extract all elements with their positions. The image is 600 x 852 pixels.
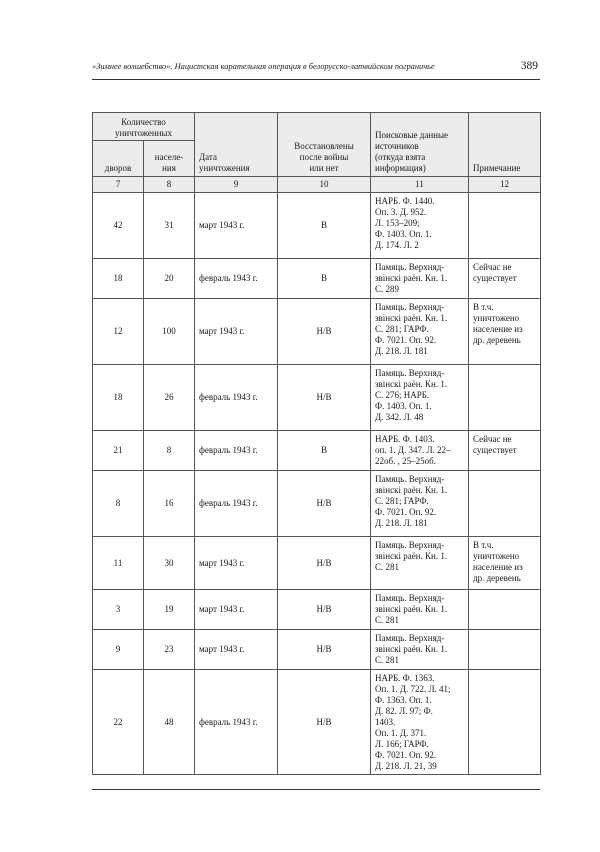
note-cell-line: В т.ч. (473, 302, 494, 312)
sources-cell (371, 670, 469, 775)
sources-cell-line: Памяць. Верхняд- (375, 540, 445, 550)
note-cell (469, 670, 541, 775)
header-text: Дата (199, 152, 217, 162)
households-cell: 22 (93, 670, 144, 775)
note-cell (469, 193, 541, 259)
population-cell: 48 (144, 670, 195, 775)
header-households: дворов (93, 141, 144, 177)
table-row (93, 670, 541, 775)
sources-cell-line: Памяць. Верхняд- (375, 302, 445, 312)
date-cell: февраль 1943 г. (195, 259, 278, 299)
restored-cell: В (278, 193, 371, 259)
table-bottom-rule (92, 789, 540, 790)
population-cell: 8 (144, 431, 195, 471)
sources-cell-line: 1403. (375, 717, 396, 727)
sources-cell (371, 259, 469, 299)
sources-cell-line: звінскі раён. Кн. 1. (375, 313, 448, 323)
column-number: 11 (371, 177, 469, 193)
sources-cell-line: звінскі раён. Кн. 1. (375, 644, 448, 654)
note-cell-line: существует (473, 445, 517, 455)
page-number: 389 (520, 60, 538, 72)
destroyed-settlements-table (92, 112, 541, 775)
sources-cell-line: Д. 218. Л. 21, 39 (375, 761, 437, 771)
note-cell (469, 299, 541, 365)
date-cell: март 1943 г. (195, 193, 278, 259)
sources-cell-line: оп. 1. Д. 347. Л. 22– (375, 445, 451, 455)
header-text: после войны (299, 152, 349, 162)
households-cell: 18 (93, 365, 144, 431)
sources-cell-line: Ф. 1403. Оп. 1. (375, 401, 432, 411)
households-cell: 11 (93, 537, 144, 590)
sources-cell-line: С. 289 (375, 284, 400, 294)
sources-cell-line: Ф. 7021. Оп. 92. (375, 750, 437, 760)
sources-cell-line: Д. 82. Л. 97; Ф. (375, 706, 433, 716)
header-restored (278, 113, 371, 177)
note-cell (469, 590, 541, 630)
sources-cell-line: Памяць. Верхняд- (375, 633, 445, 643)
header-text: Поисковые данные (375, 130, 449, 140)
households-cell: 8 (93, 471, 144, 537)
sources-cell (371, 630, 469, 670)
running-title: «Зимнее волшебство». Нацистская карательная операция в белорусско-латвийском пограничье (92, 62, 435, 71)
restored-cell: Н/В (278, 670, 371, 775)
sources-cell-line: звінскі раён. Кн. 1. (375, 551, 448, 561)
table-row (93, 630, 541, 670)
sources-cell-line: С. 281; ГАРФ. (375, 496, 429, 506)
sources-cell-line: Д. 218. Л. 181 (375, 346, 428, 356)
households-cell: 21 (93, 431, 144, 471)
sources-cell-line: Д. 218. Л. 181 (375, 518, 428, 528)
sources-cell-line: Ф. 1403. Оп. 1. (375, 229, 432, 239)
population-cell: 26 (144, 365, 195, 431)
households-cell: 12 (93, 299, 144, 365)
population-cell: 19 (144, 590, 195, 630)
restored-cell: Н/В (278, 471, 371, 537)
note-cell-line: уничтожено (473, 551, 520, 561)
table-row (93, 537, 541, 590)
header-text: источников (375, 141, 419, 151)
date-cell: февраль 1943 г. (195, 670, 278, 775)
restored-cell: Н/В (278, 299, 371, 365)
sources-cell-line: НАРБ. Ф. 1403. (375, 434, 435, 444)
column-number: 10 (278, 177, 371, 193)
table-row (93, 590, 541, 630)
note-cell-line: население из (473, 324, 523, 334)
note-cell-line: Сейчас не (473, 434, 512, 444)
note-cell (469, 630, 541, 670)
population-cell: 100 (144, 299, 195, 365)
population-cell: 23 (144, 630, 195, 670)
date-cell: март 1943 г. (195, 630, 278, 670)
sources-cell-line: Памяць. Верхняд- (375, 368, 445, 378)
date-cell: март 1943 г. (195, 590, 278, 630)
header-text: Восстановлены (294, 141, 354, 151)
sources-cell-line: Ф. 1363. Оп. 1. (375, 695, 432, 705)
sources-cell (371, 193, 469, 259)
restored-cell: Н/В (278, 537, 371, 590)
sources-cell-line: С. 281 (375, 655, 400, 665)
sources-cell-line: Л. 153–209; (375, 218, 420, 228)
population-cell: 20 (144, 259, 195, 299)
header-text: (откуда взята (375, 152, 426, 162)
note-cell-line: В т.ч. (473, 540, 494, 550)
population-cell: 31 (144, 193, 195, 259)
note-cell-line: существует (473, 273, 517, 283)
header-note: Примечание (469, 113, 541, 177)
note-cell-line: Сейчас не (473, 262, 512, 272)
sources-cell-line: Памяць. Верхняд- (375, 593, 445, 603)
date-cell: февраль 1943 г. (195, 471, 278, 537)
note-cell (469, 471, 541, 537)
sources-cell-line: С. 281; ГАРФ. (375, 324, 429, 334)
restored-cell: Н/В (278, 630, 371, 670)
table-row (93, 299, 541, 365)
date-cell: февраль 1943 г. (195, 431, 278, 471)
population-cell: 30 (144, 537, 195, 590)
note-cell-line: население из (473, 562, 523, 572)
sources-cell-line: Ф. 7021. Оп. 92. (375, 507, 437, 517)
population-cell: 16 (144, 471, 195, 537)
sources-cell-line: звінскі раён. Кн. 1. (375, 604, 448, 614)
note-cell-line: уничтожено (473, 313, 520, 323)
header-text: населе- (154, 152, 184, 162)
sources-cell-line: Д. 342. Л. 48 (375, 412, 424, 422)
column-number: 12 (469, 177, 541, 193)
restored-cell: В (278, 431, 371, 471)
header-text: или нет (309, 163, 339, 173)
restored-cell: Н/В (278, 365, 371, 431)
header-text: Количество (121, 117, 166, 127)
header-destroyed-count (93, 113, 195, 141)
restored-cell: Н/В (278, 590, 371, 630)
table-row (93, 193, 541, 259)
table-row (93, 471, 541, 537)
sources-cell-line: Ф. 7021. Оп. 92. (375, 335, 437, 345)
date-cell: март 1943 г. (195, 299, 278, 365)
sources-cell-line: Оп. 3. Д. 952. (375, 207, 427, 217)
sources-cell-line: НАРБ. Ф. 1363. (375, 673, 435, 683)
table-row (93, 259, 541, 299)
table-row (93, 431, 541, 471)
header-row-top (93, 113, 541, 141)
header-text: уничтожения (199, 163, 250, 173)
note-cell (469, 365, 541, 431)
sources-cell-line: С. 281 (375, 562, 400, 572)
sources-cell (371, 299, 469, 365)
header-population (144, 141, 195, 177)
column-number: 9 (195, 177, 278, 193)
households-cell: 9 (93, 630, 144, 670)
header-text: ния (162, 163, 176, 173)
header-text: уничтоженных (114, 128, 173, 138)
sources-cell-line: С. 276; НАРБ. (375, 390, 430, 400)
sources-cell (371, 431, 469, 471)
sources-cell (371, 590, 469, 630)
sources-cell-line: Памяць. Верхняд- (375, 474, 445, 484)
column-number: 7 (93, 177, 144, 193)
restored-cell: В (278, 259, 371, 299)
sources-cell (371, 365, 469, 431)
note-cell-line: др. деревень (473, 335, 521, 345)
column-number: 8 (144, 177, 195, 193)
header-date (195, 113, 278, 177)
sources-cell-line: С. 281 (375, 615, 400, 625)
header-sources (371, 113, 469, 177)
date-cell: февраль 1943 г. (195, 365, 278, 431)
note-cell (469, 537, 541, 590)
sources-cell (371, 471, 469, 537)
sources-cell-line: Д. 174. Л. 2 (375, 240, 419, 250)
sources-cell-line: 22об. , 25–25об. (375, 456, 436, 466)
households-cell: 42 (93, 193, 144, 259)
date-cell: март 1943 г. (195, 537, 278, 590)
sources-cell-line: звінскі раён. Кн. 1. (375, 379, 448, 389)
sources-cell-line: Оп. 1. Д. 371. (375, 728, 427, 738)
note-cell-line: др. деревень (473, 573, 521, 583)
note-cell (469, 259, 541, 299)
sources-cell-line: НАРБ. Ф. 1440. (375, 196, 435, 206)
sources-cell-line: звінскі раён. Кн. 1. (375, 273, 448, 283)
header-rule (92, 79, 540, 80)
sources-cell-line: звінскі раён. Кн. 1. (375, 485, 448, 495)
households-cell: 3 (93, 590, 144, 630)
note-cell (469, 431, 541, 471)
column-number-row (93, 177, 541, 193)
sources-cell (371, 537, 469, 590)
sources-cell-line: Л. 166; ГАРФ. (375, 739, 429, 749)
table-row (93, 365, 541, 431)
sources-cell-line: Памяць. Верхняд- (375, 262, 445, 272)
header-text: информация) (375, 163, 426, 173)
households-cell: 18 (93, 259, 144, 299)
sources-cell-line: Оп. 1. Д. 722. Л. 41; (375, 684, 451, 694)
